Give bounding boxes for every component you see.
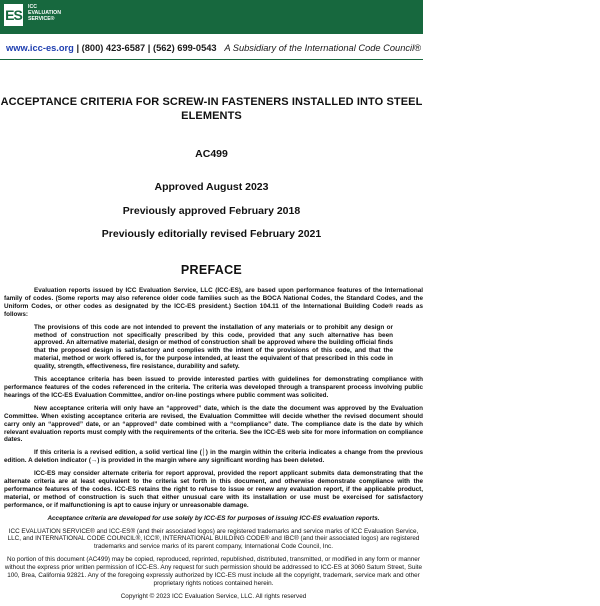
- logo-wordmark: [28, 4, 88, 22]
- separator: |: [145, 43, 153, 53]
- separator: |: [73, 43, 82, 53]
- usage-note: Acceptance criteria are developed for use solely by ICC-ES for purposes of issuing ICC-ES evaluation reports.: [47, 514, 380, 522]
- code-quote: The provisions of this code are not intended to prevent the installation of any materials or to prohibit any design or method of construction not specifically prescribed by this code, provided that any such alternative has been approved. An alternative material, design or method of construction shall be approved where the building official finds that the proposed design is satisfactory and complies with the intent of the provisions of this code, and that the material, method or work offered is, for the purpose intended, at least the equivalent of that prescribed in this code in quality, strength, effectiveness, fire resistance, durability and safety.: [34, 323, 393, 371]
- preface-heading: PREFACE: [180, 263, 243, 277]
- logo-line-1: ICC: [28, 4, 37, 10]
- header-divider: [0, 59, 423, 60]
- phone-2: (562) 699-0543: [153, 43, 217, 53]
- previously-approved: Previously approved February 2018: [122, 205, 301, 217]
- paragraph: If this criteria is a revised edition, a solid vertical line (│) in the margin within the criteria indicates a change from the previous edition. A deletion indicator (→) is provided in the margin where any significant wording has been deleted.: [4, 449, 423, 465]
- header-banner: [0, 0, 423, 34]
- document-code: AC499: [195, 148, 228, 160]
- copyright-line: Copyright © 2023 ICC Evaluation Service, LLC. All rights reserved: [120, 592, 307, 600]
- paragraph: New acceptance criteria will only have an “approved” date, which is the date the document was approved by the Evaluation Committee. When existing acceptance criteria are revised, the Evaluation Committee will decide whether the revised document should carry only an “approved” date, or an “approved” date combined with a “compliance” date. The compliance date is the date by which relevant evaluation reports must comply with the requirements of the criteria. See the ICC-ES web site for more information on compliance dates.: [4, 404, 423, 444]
- logo-line-3: SERVICE®: [28, 16, 55, 22]
- phone-1: (800) 423-6587: [81, 43, 146, 53]
- editorial-revision: Previously editorially revised February 2021: [101, 228, 322, 240]
- icc-es-logo: ES: [4, 4, 23, 26]
- approved-date: Approved August 2023: [154, 181, 269, 193]
- trademark-notice: ICC EVALUATION SERVICE® and ICC-ES® (and their associated logos) are registered trademarks and service marks of ICC Evaluation Service, LLC, and INTERNATIONAL CODE COUNCIL®, ICC®, INTERNATIONAL BUILDING CODE® and IBC® (and their associated logos) are registered trademarks and service marks of its parent company, International Code Council, Inc.: [7, 527, 420, 551]
- paragraph: ICC-ES may consider alternate criteria for report approval, provided the report applicant submits data demonstrating that the alternate criteria are at least equivalent to the criteria set forth in this document, and otherwise demonstrate compliance with the performance features of the codes. ICC-ES retains the right to refuse to issue or renew any evaluation report, if the applicable product, material, or method of construction is such that either unusual care with its installation or use must be exercised for satisfactory performance, or if malfunctioning is apt to cause injury or unreasonable damage.: [4, 470, 423, 509]
- website-link[interactable]: www.icc-es.org: [6, 43, 74, 53]
- paragraph: Evaluation reports issued by ICC Evaluation Service, LLC (ICC-ES), are based upon performance features of the International family of codes. (Some reports may also reference older code families such as the BOCA National Codes, the Standard Codes, and the Uniform Codes, or other codes as designated by the ICC-ES president.) Section 104.11 of the International Building Code® reads as follows:: [4, 287, 423, 318]
- subsidiary-note: A Subsidiary of the International Code Council®: [224, 43, 422, 53]
- preface-body: [4, 287, 423, 606]
- document-title: ACCEPTANCE CRITERIA FOR SCREW-IN FASTENERS INSTALLED INTO STEEL ELEMENTS: [0, 96, 423, 122]
- reproduction-notice: No portion of this document (AC499) may be copied, reproduced, reprinted, republished, distributed, transmitted, or modified in any form or manner without the express prior written permission of ICC-ES. Any request for such permission should be addressed to ICC-ES at 3060 Saturn Street, Suite 100, Brea, California 92821. Any of the foregoing expressly authorized by ICC-ES must include all the copyright, trademark, service mark and other proprietary rights notices contained herein.: [4, 556, 423, 587]
- paragraph: This acceptance criteria has been issued to provide interested parties with guidelines for demonstrating compliance with performance features of the codes referenced in the criteria. The criteria was developed through a transparent process involving public hearings of the ICC-ES Evaluation Committee, and/or on-line postings where public comment was solicited.: [4, 376, 423, 399]
- logo-line-2: EVALUATION: [28, 10, 61, 16]
- contact-line: [6, 43, 421, 53]
